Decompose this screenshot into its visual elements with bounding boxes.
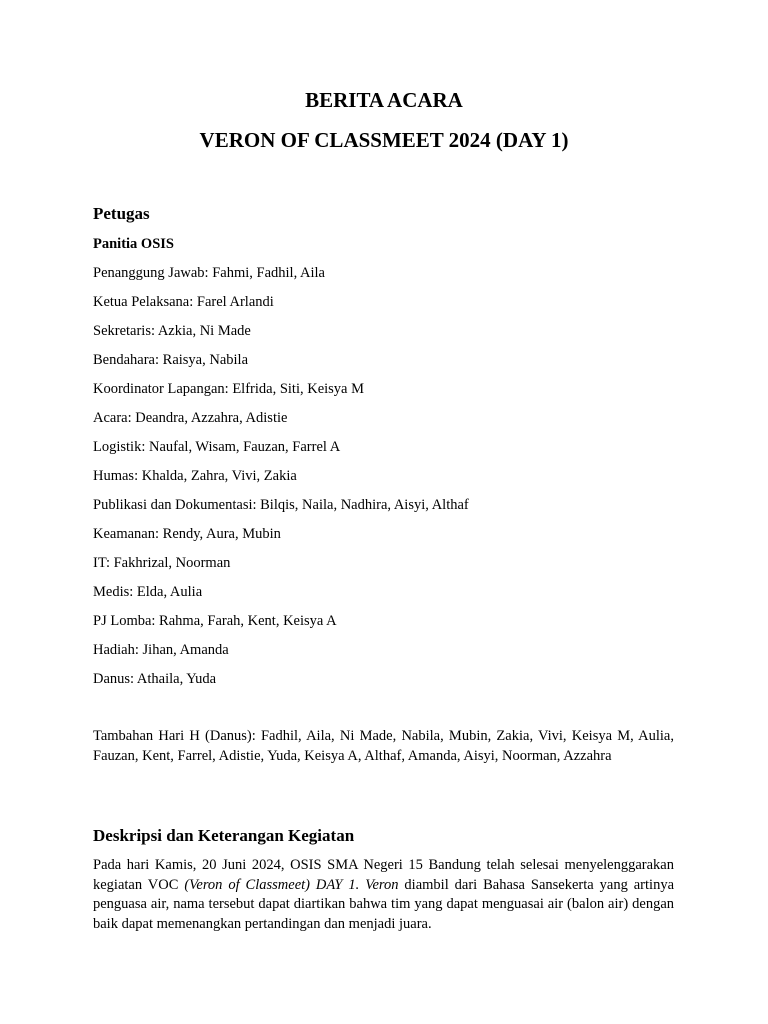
role-sekretaris: Sekretaris: Azkia, Ni Made bbox=[93, 323, 251, 339]
role-publikasi-dokumentasi: Publikasi dan Dokumentasi: Bilqis, Naila, Nadhira, Aisyi, Althaf bbox=[93, 497, 469, 513]
deskripsi-text-italic: (Veron of Classmeet) DAY 1. Veron bbox=[184, 876, 399, 893]
role-humas: Humas: Khalda, Zahra, Vivi, Zakia bbox=[93, 468, 297, 484]
deskripsi-text-part1: Pada hari Kamis, 20 Juni 2024, OSIS SMA Negeri 15 Bandung telah selesai menyelenggarakan kegiatan VOC bbox=[93, 857, 674, 893]
deskripsi-paragraph bbox=[93, 856, 674, 934]
role-penanggung-jawab: Penanggung Jawab: Fahmi, Fadhil, Aila bbox=[93, 265, 325, 281]
role-it: IT: Fakhrizal, Noorman bbox=[93, 555, 231, 571]
role-bendahara: Bendahara: Raisya, Nabila bbox=[93, 352, 249, 368]
role-medis: Medis: Elda, Aulia bbox=[93, 584, 203, 600]
role-acara: Acara: Deandra, Azzahra, Adistie bbox=[93, 410, 288, 426]
tambahan-hari-h-paragraph: Tambahan Hari H (Danus): Fadhil, Aila, Ni Made, Nabila, Mubin, Zakia, Vivi, Keisya M, Aulia, Fauzan, Kent, Farrel, Adistie, Yuda, Keisya A, Althaf, Amanda, Aisyi, Noorman, Azzahra bbox=[93, 728, 674, 764]
role-koordinator-lapangan: Koordinator Lapangan: Elfrida, Siti, Keisya M bbox=[93, 381, 365, 397]
role-keamanan: Keamanan: Rendy, Aura, Mubin bbox=[93, 526, 281, 542]
document-title: BERITA ACARA bbox=[305, 88, 463, 112]
deskripsi-text-part3: diambil dari Bahasa Sansekerta yang artinya penguasa air, nama tersebut dapat diartikan bahwa tim yang dapat menguasai air (balon air) dengan baik dapat memenangkan pertandingan dan menjadi juara. bbox=[93, 876, 675, 932]
role-hadiah: Hadiah: Jihan, Amanda bbox=[93, 642, 229, 658]
document-subtitle: VERON OF CLASSMEET 2024 (DAY 1) bbox=[199, 128, 569, 152]
role-logistik: Logistik: Naufal, Wisam, Fauzan, Farrel A bbox=[93, 439, 341, 455]
petugas-heading: Petugas bbox=[93, 204, 150, 223]
role-pj-lomba: PJ Lomba: Rahma, Farah, Kent, Keisya A bbox=[93, 613, 337, 629]
role-ketua-pelaksana: Ketua Pelaksana: Farel Arlandi bbox=[93, 294, 274, 310]
role-danus: Danus: Athaila, Yuda bbox=[93, 671, 217, 687]
deskripsi-heading: Deskripsi dan Keterangan Kegiatan bbox=[93, 826, 355, 845]
panitia-osis-heading: Panitia OSIS bbox=[93, 236, 174, 252]
committee-role-list bbox=[93, 264, 469, 699]
